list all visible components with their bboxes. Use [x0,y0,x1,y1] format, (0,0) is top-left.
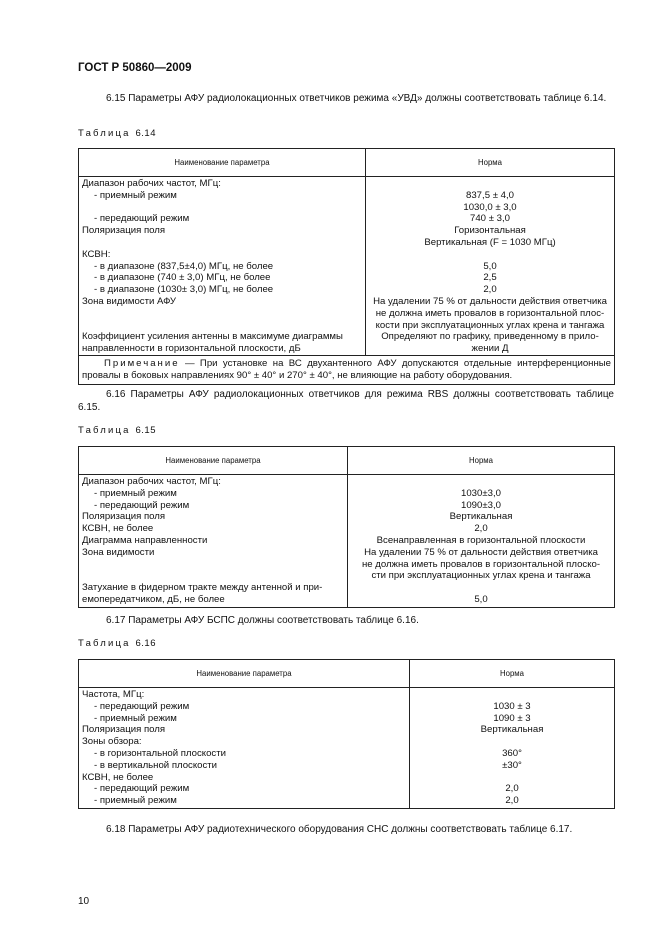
section-6-15-text [78,93,614,106]
table-header-row [79,149,615,177]
param-label: - передающий режим [94,700,190,712]
table-6-15-label [78,425,156,437]
param-label: КСВН, не более [82,771,154,783]
param-label: Затухание в фидерном тракте между антенной и при- [82,582,323,594]
norm-value: не должна иметь провалов в горизонтальной плоско- [361,558,601,570]
param-label: Диапазон рабочих частот, МГц: [82,476,221,487]
table-6-16 [78,659,615,809]
table-row [79,688,615,809]
norm-value: 1090 ± 3 [493,712,531,724]
norm-value: 2,0 [483,284,497,296]
param-label: Диапазон рабочих частот, МГц: [82,178,221,189]
section-6-17-text [78,615,614,628]
norm-value: 2,0 [505,783,519,795]
norm-value: Вертикальная [449,511,513,523]
table-row [79,475,615,608]
norm-value: На удалении 75 % от дальности действия ответчика [373,295,607,307]
column-header-norm: Норма [348,447,615,475]
table-label-word: Таблица [78,425,131,436]
param-label: КСВН, не более [82,523,154,535]
column-header-norm: Норма [410,660,615,688]
section-text: 6.16 Параметры АФУ радиолокационных ответчиков для режима RBS должны соответствовать таблице 6.15. [78,389,614,413]
param-label: КСВН: [82,248,111,260]
norm-value: 2,0 [474,523,488,535]
norm-value: Всенаправленная в горизонтальной плоскости [376,534,586,546]
norm-value: жении Д [471,343,509,355]
param-label: емопередатчиком, дБ, не более [82,593,225,605]
param-label: направленности в горизонтальной плоскости, дБ [82,343,301,355]
norm-value: 837,5 ± 4,0 [466,189,514,201]
table-6-14-label [78,128,156,140]
norm-value: не должна иметь провалов в горизонтальной плос- [375,307,605,319]
param-label: Зоны обзора: [82,736,142,748]
norm-value: 360° [502,747,522,759]
norm-value: Определяют по графику, приведенному в прило- [381,331,599,343]
param-label: - приемный режим [94,712,177,724]
page-number: 10 [78,896,90,907]
norm-value: кости при эксплуатационных углах крена и тангажа [375,319,605,331]
note-label: Примечание [104,357,180,369]
param-label: Зона видимости [82,546,155,558]
norm-value: 2,5 [483,272,497,284]
table-6-15 [78,446,615,608]
norm-value: 2,0 [505,795,519,807]
table-number: 6.16 [135,638,156,649]
param-label: - приемный режим [94,189,177,201]
param-label: - в диапазоне (837,5±4,0) МГц, не более [94,260,274,272]
param-label: Поляризация поля [82,724,166,736]
column-header-parameter: Наименование параметра [79,447,348,475]
norm-value: Вертикальная (F = 1030 МГц) [424,236,556,248]
norm-value: Горизонтальная [454,225,526,237]
param-label: - в вертикальной плоскости [94,759,218,771]
param-label: - в диапазоне (740 ± 3,0) МГц, не более [94,272,271,284]
table-header-row [79,447,615,475]
column-header-norm: Норма [366,149,615,177]
section-text: 6.17 Параметры АФУ БСПС должны соответствовать таблице 6.16. [106,615,419,626]
column-header-parameter: Наименование параметра [79,149,366,177]
table-label-word: Таблица [78,128,131,139]
param-label: Зона видимости АФУ [82,295,177,307]
param-label: - в горизонтальной плоскости [94,747,226,759]
param-label: - передающий режим [94,213,190,225]
param-label: Частота, МГц: [82,689,145,700]
note-text: — При установке на ВС двухантенного АФУ допускаются отдельные интерференционные провалы в боковых направлениях 90° ± 40° и 270° ± 40°, не влияющие на работу оборудования. [82,357,611,381]
table-6-14 [78,148,615,385]
param-label: Поляризация поля [82,511,166,523]
section-text: 6.15 Параметры АФУ радиолокационных ответчиков режима «УВД» должны соответствовать таблице 6.14. [106,93,607,104]
table-label-word: Таблица [78,638,131,649]
table-6-16-label [78,638,156,650]
section-text: 6.18 Параметры АФУ радиотехнического оборудования СНС должны соответствовать таблице 6.17. [106,824,573,835]
param-label: - приемный режим [94,487,177,499]
norm-value: 740 ± 3,0 [470,213,510,225]
param-label: Поляризация поля [82,225,166,237]
norm-value: 5,0 [483,260,497,272]
norm-value: сти при эксплуатационных углах крена и тангажа [371,570,591,582]
table-number: 6.15 [135,425,156,436]
norm-value: 1030±3,0 [461,487,501,499]
param-label: - приемный режим [94,795,177,807]
norm-value: ±30° [502,759,522,771]
document-header: ГОСТ Р 50860—2009 [78,62,192,74]
norm-value: 1090±3,0 [461,499,501,511]
norm-value: 1030,0 ± 3,0 [463,201,517,213]
column-header-parameter: Наименование параметра [79,660,410,688]
param-label: - передающий режим [94,499,190,511]
norm-value: 1030 ± 3 [493,700,531,712]
norm-value: Вертикальная [480,724,544,736]
param-label: - в диапазоне (1030± 3,0) МГц, не более [94,284,274,296]
section-6-16-text [78,389,614,414]
section-6-18-text [78,824,614,837]
norm-value: На удалении 75 % от дальности действия ответчика [364,546,598,558]
table-note-row [79,355,615,384]
norm-value: 5,0 [474,593,488,605]
table-number: 6.14 [135,128,156,139]
param-label: Диаграмма направленности [82,534,208,546]
param-label: - передающий режим [94,783,190,795]
table-header-row [79,660,615,688]
table-row [79,177,615,356]
param-label: Коэффициент усиления антенны в максимуме диаграммы [82,331,343,343]
